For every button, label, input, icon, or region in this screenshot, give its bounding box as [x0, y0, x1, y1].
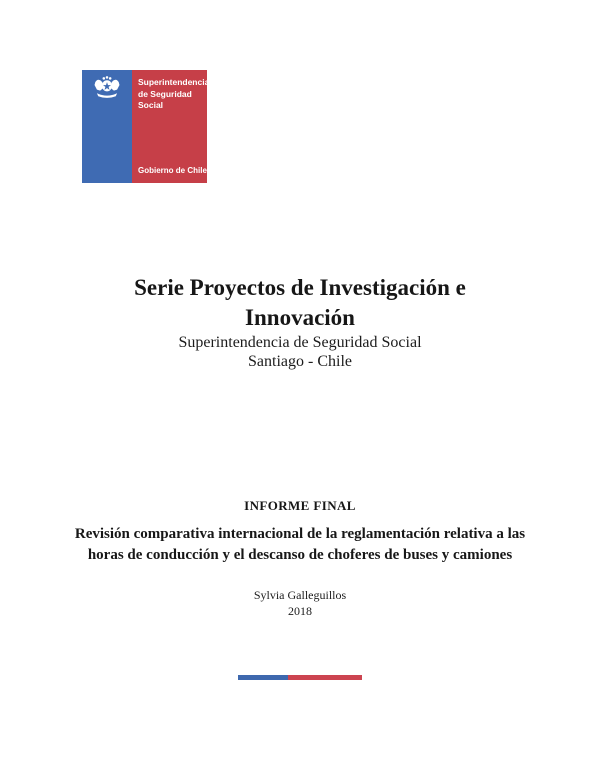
footer-color-bar: [238, 675, 362, 680]
organization-subtitle: Superintendencia de Seguridad Social: [178, 334, 422, 351]
logo-red-panel: [132, 70, 210, 183]
location-subtitle: Santiago - Chile: [248, 353, 352, 370]
logo-blue-panel: [82, 70, 132, 183]
author-block: [0, 587, 600, 619]
sss-logo: [82, 70, 210, 183]
footer-bar-red-segment: [288, 675, 362, 680]
chile-coat-of-arms-icon: [90, 75, 124, 102]
report-label: INFORME FINAL: [244, 498, 356, 513]
logo-org-line: de Seguridad: [138, 88, 192, 99]
series-title-line: Serie Proyectos de Investigación e: [134, 275, 466, 300]
logo-org-line: Superintendencia: [138, 77, 210, 87]
report-title-line: horas de conducción y el descanso de choferes de buses y camiones: [87, 547, 513, 563]
series-title: [0, 273, 600, 333]
logo-government-label: Gobierno de Chile: [138, 166, 207, 175]
report-title-line: Revisión comparativa internacional de la reglamentación relativa a las: [74, 526, 526, 542]
publication-year: 2018: [288, 604, 312, 618]
series-title-line: Innovación: [245, 305, 355, 330]
report-title: [0, 524, 600, 566]
author-name: Sylvia Galleguillos: [253, 588, 347, 602]
logo-org-line: Social: [138, 100, 164, 110]
logo-org-name: [138, 77, 210, 112]
footer-bar-blue-segment: [238, 675, 288, 680]
series-subtitle-block: [0, 333, 600, 371]
